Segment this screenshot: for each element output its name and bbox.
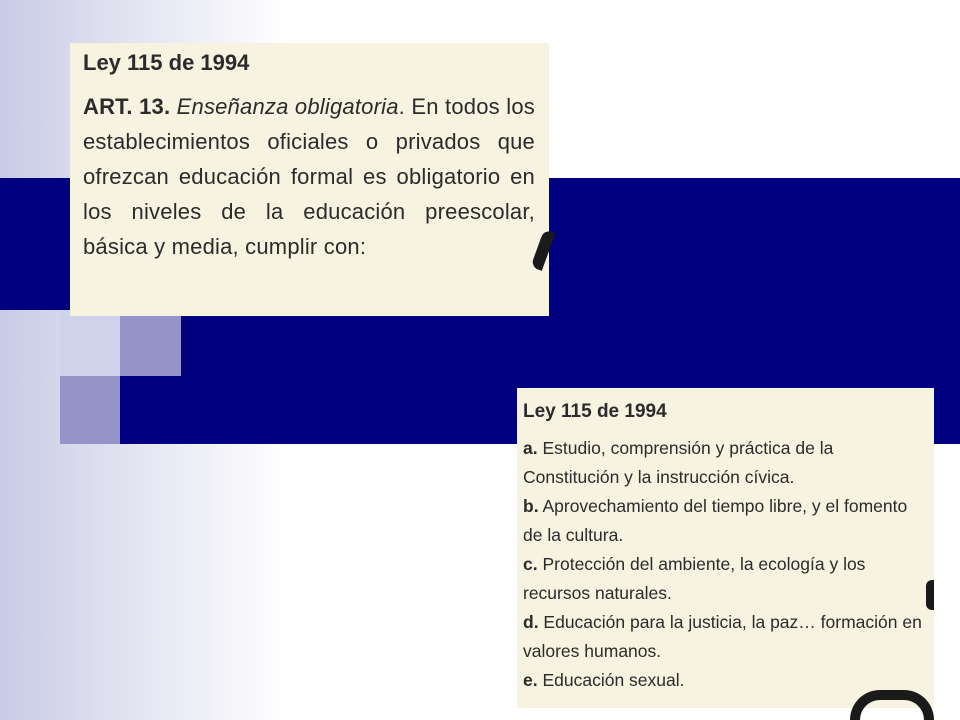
law-title: Ley 115 de 1994 — [83, 50, 250, 75]
law-excerpt-article-13 — [70, 43, 549, 316]
item-text: Protección del ambiente, la ecología y los recursos naturales. — [523, 554, 866, 603]
requirements-list — [523, 434, 926, 695]
article-subject: Enseñanza obligatoria — [176, 94, 399, 119]
pale-square — [60, 310, 120, 376]
item-text: Estudio, comprensión y práctica de la Constitución y la instrucción cívica. — [523, 438, 834, 487]
item-letter: a. — [523, 438, 538, 458]
lavender-square-top — [120, 310, 181, 376]
list-item — [523, 608, 926, 666]
lavender-square-bottom — [60, 376, 120, 444]
item-text: Educación para la justicia, la paz… formación en valores humanos. — [523, 612, 922, 661]
item-letter: e. — [523, 670, 538, 690]
list-item — [523, 434, 926, 492]
list-item — [523, 492, 926, 550]
law-excerpt-requirements-list — [517, 388, 934, 708]
item-letter: d. — [523, 612, 539, 632]
item-text: Aprovechamiento del tiempo libre, y el fomento de la cultura. — [523, 496, 908, 545]
law-title: Ley 115 de 1994 — [523, 401, 667, 422]
navy-square-left — [0, 245, 60, 310]
item-text: Educación sexual. — [537, 670, 685, 690]
article-number: ART. 13. — [83, 94, 171, 119]
item-letter: c. — [523, 554, 538, 574]
article-13-text — [83, 89, 535, 264]
list-item — [523, 666, 926, 695]
scan-artifact — [926, 580, 934, 610]
list-item — [523, 550, 926, 608]
article-body: . En todos los establecimientos oficiales o privados que ofrezcan educación formal es obligatorio en los niveles de la educación preescolar, básica y media, cumplir con: — [83, 94, 535, 259]
item-letter: b. — [523, 496, 539, 516]
